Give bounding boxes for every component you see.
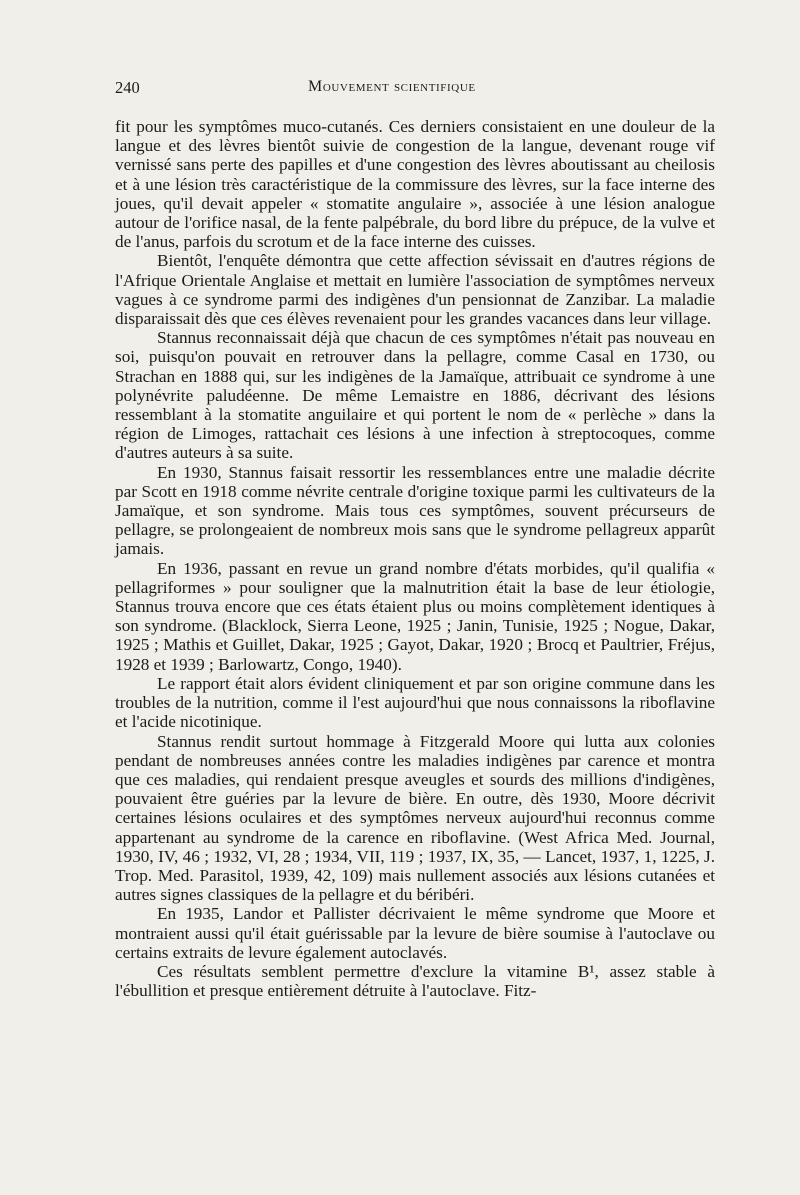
paragraph: En 1935, Landor et Pallister décrivaient le même syndrome que Moore et montraient aussi qu'il était guérissable par la levure de bière soumise à l'autoclave ou certains extraits de levure également autoclavés. [115,904,715,962]
page-number: 240 [115,78,140,97]
paragraph: Stannus rendit surtout hommage à Fitzgerald Moore qui lutta aux colonies pendant de nombreuses années contre les maladies indigènes par carence et montra que ces maladies, qui rendaient presque aveugles et sourds des millions d'indigènes, pouvaient être guéries par la levure de bière. En outre, dès 1930, Moore décrivit certaines lésions oculaires et des symptômes nerveux aujourd'hui reconnus comme appartenant au syndrome de la carence en riboflavine. (West Africa Med. Journal, 1930, IV, 46 ; 1932, VI, 28 ; 1934, VII, 119 ; 1937, IX, 35, — Lancet, 1937, 1, 1225, J. Trop. Med. Parasitol, 1939, 42, 109) mais nullement associés aux lésions cutanées et autres signes classiques de la pellagre et du béribéri. [115,731,715,905]
paragraph: Le rapport était alors évident cliniquement et par son origine commune dans les troubles de la nutrition, comme il l'est aujourd'hui que nous connaissons la riboflavine et l'acide nicotinique. [115,673,715,732]
body-text [115,117,715,1000]
running-title: Mouvement scientifique [308,78,476,95]
paragraph: fit pour les symptômes muco-cutanés. Ces derniers consistaient en une douleur de la langue et des lèvres bientôt suivie de congestion de la langue, devenant rouge vif vernissé sans perte des papilles et d'une congestion des lèvres aboutissant au cheilosis et à une lésion très caractéristique de la commissure des lèvres, sur la face interne des joues, qu'il devait appeler « stomatite angulaire », associée à une lésion analogue autour de l'orifice nasal, de la fente palpébrale, du bord libre du prépuce, de la vulve et de l'anus, parfois du scrotum et de la face interne des cuisses. [115,117,715,252]
paragraph: Ces résultats semblent permettre d'exclure la vitamine B¹, assez stable à l'ébullition et presque entièrement détruite à l'autoclave. Fitz- [115,961,715,1001]
page-header [115,78,715,102]
paragraph: En 1936, passant en revue un grand nombre d'états morbides, qu'il qualifia « pellagriformes » pour souligner que la malnutrition était la base de leur étiologie, Stannus trouva encore que ces états étaient plus ou moins complètement identiques à son syndrome. (Blacklock, Sierra Leone, 1925 ; Janin, Tunisie, 1925 ; Nogue, Dakar, 1925 ; Mathis et Guillet, Dakar, 1925 ; Gayot, Dakar, 1920 ; Brocq et Paultrier, Fréjus, 1928 et 1939 ; Barlowartz, Congo, 1940). [115,558,715,674]
paragraph: Stannus reconnaissait déjà que chacun de ces symptômes n'était pas nouveau en soi, puisqu'on pouvait en retrouver dans la pellagre, comme Casal en 1730, ou Strachan en 1888 qui, sur les indigènes de la Jamaïque, attribuait ce syndrome à une polynévrite paludéenne. De même Lemaistre en 1886, décrivant des lésions ressemblant à la stomatite anguilaire et qui portent le nom de « perlèche » dans la région de Limoges, rattachait ces lésions à une infection à streptocoques, comme d'autres auteurs à sa suite. [115,328,715,463]
paragraph: Bientôt, l'enquête démontra que cette affection sévissait en d'autres régions de l'Afrique Orientale Anglaise et mettait en lumière l'association de symptômes nerveux vagues à ce syndrome parmi des indigènes d'un pensionnat de Zanzibar. La maladie disparaissait dès que ces élèves revenaient pour les grandes vacances dans leur village. [115,251,715,329]
paragraph: En 1930, Stannus faisait ressortir les ressemblances entre une maladie décrite par Scott en 1918 comme névrite centrale d'origine toxique parmi les cultivateurs de la Jamaïque, et son syndrome. Mais tous ces symptômes, souvent précurseurs de pellagre, se prolongeaient de nombreux mois sans que le syndrome pellagreux apparût jamais. [115,462,715,559]
